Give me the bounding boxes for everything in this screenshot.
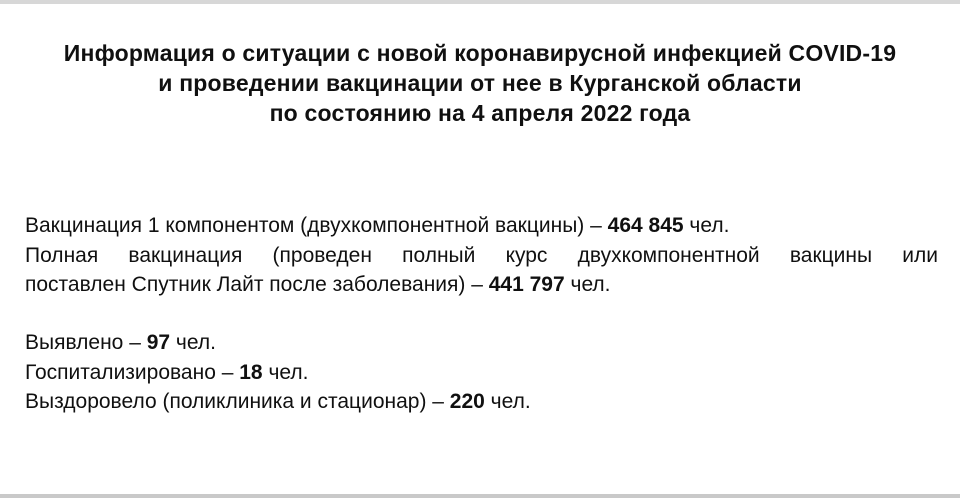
stat-detected-label: Выявлено – (25, 331, 147, 354)
bottom-border-bar (0, 494, 960, 498)
vaccination-one-component-value: 464 845 (607, 214, 684, 237)
title-line-2: и проведении вакцинации от нее в Курганской области (158, 70, 802, 96)
title-line-1: Информация о ситуации с новой коронавирусной инфекцией COVID-19 (63, 40, 897, 66)
stat-hospitalized (25, 358, 938, 388)
daily-stats-section (25, 328, 938, 417)
stat-hospitalized-value: 18 (239, 360, 263, 384)
full-vaccination-text: поставлен Спутник Лайт после заболевания) – (25, 273, 489, 296)
stat-detected-unit: чел. (170, 331, 216, 354)
stat-recovered-value: 220 (449, 390, 485, 413)
page-title (0, 38, 960, 128)
vaccination-one-component-unit: чел. (683, 214, 730, 237)
vaccination-one-component-line (25, 211, 938, 241)
stat-hospitalized-label: Госпитализировано – (25, 360, 240, 384)
stat-hospitalized-unit: чел. (262, 360, 309, 384)
vaccination-one-component-text: Вакцинация 1 компонентом (двухкомпонентной вакцины) – (25, 214, 608, 237)
title-line-3: по состоянию на 4 апреля 2022 года (269, 100, 691, 126)
full-vaccination-unit: чел. (564, 273, 611, 296)
stat-recovered-unit: чел. (484, 390, 531, 413)
top-border-bar (0, 0, 960, 4)
full-vaccination-value: 441 797 (488, 273, 565, 296)
stat-detected-value: 97 (146, 331, 171, 354)
full-vaccination-line-2 (25, 270, 938, 300)
vaccination-section (25, 211, 938, 300)
stat-recovered-label: Выздоровело (поликлиника и стационар) – (25, 390, 450, 413)
stat-recovered (25, 387, 938, 417)
full-vaccination-line-1: Полная вакцинация (проведен полный курс двухкомпонентной вакцины или (25, 243, 938, 267)
stat-detected (25, 328, 938, 358)
